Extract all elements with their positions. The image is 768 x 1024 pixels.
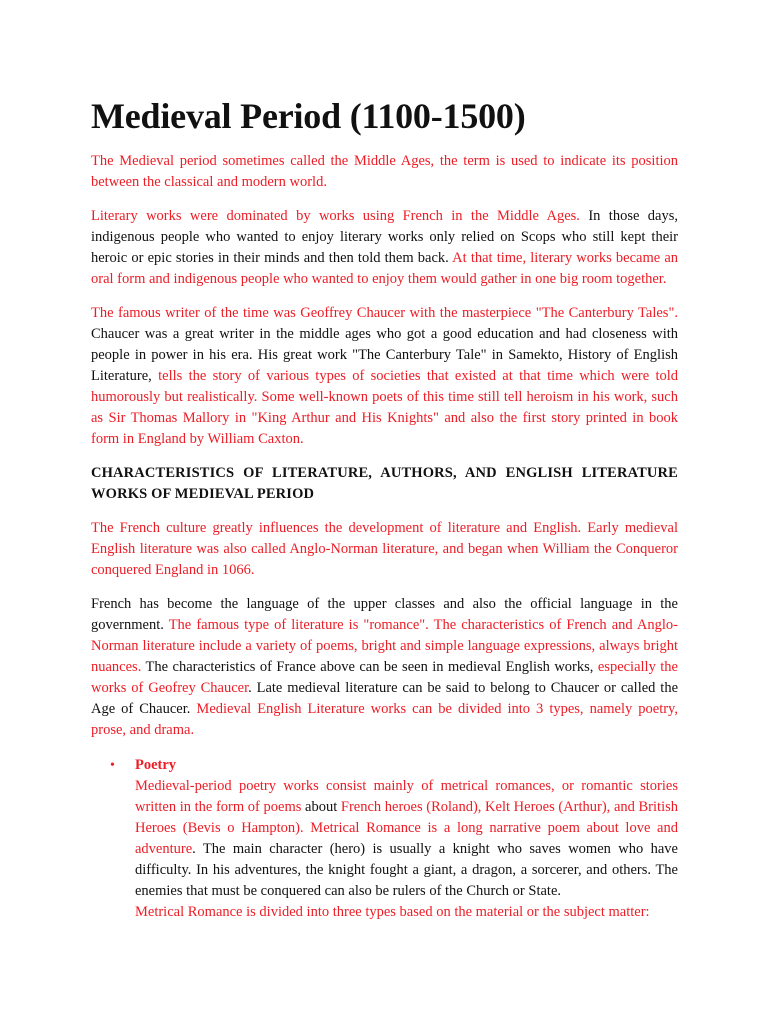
p5-sentence-1: French has become the language of the upper classes and also the official language in the government. xyxy=(91,596,678,633)
bullet-icon: • xyxy=(110,758,115,773)
poetry-sentence-4: . The main character (hero) is usually a knight who saves women who have difficulty. In his adventures, the knight fought a giant, a dragon, a sorcerer, and others. The enemies that must be conquered can also be rulers of the Church or State. xyxy=(135,841,678,899)
p3-sentence-1: The famous writer of the time was Geoffrey Chaucer with the masterpiece "The Canterbury Tales". xyxy=(91,305,678,321)
poetry-sentence-3: French heroes (Roland), Kelt Heroes (Arthur), and British Heroes (Bevis o Hampton). Metrical Romance is a long narrative poem about love and adventure xyxy=(135,799,678,857)
p5-sentence-4: especially the works of Geofrey Chaucer xyxy=(91,659,678,696)
poetry-title: Poetry xyxy=(135,757,177,773)
document-body xyxy=(91,151,678,923)
poetry-description xyxy=(135,776,678,902)
p3-sentence-3: tells the story of various types of societies that existed at that time which were told humorously but realistically. Some well-known poets of this time still tell heroism in his work, such as Sir Thomas Mallory in "King Arthur and His Knights" and also the first story printed in book form in England by William Caxton. xyxy=(91,368,678,447)
p5-sentence-5: . Late medieval literature can be said to belong to Chaucer or called the Age of Chaucer. xyxy=(91,680,678,717)
literary-works-paragraph xyxy=(91,206,678,290)
chaucer-paragraph xyxy=(91,303,678,450)
p5-sentence-6: Medieval English Literature works can be divided into 3 types, namely poetry, prose, and drama. xyxy=(91,701,678,738)
p5-sentence-2: The famous type of literature is "romance". The characteristics of French and Anglo-Norman literature include a variety of poems, bright and simple language expressions, always bright nuances. xyxy=(91,617,678,675)
p5-sentence-3: The characteristics of France above can be seen in medieval English works, xyxy=(141,659,598,675)
poetry-subtypes-line: Metrical Romance is divided into three types based on the material or the subject matter: xyxy=(135,904,650,920)
literature-types-list xyxy=(91,755,678,923)
p2-sentence-1: Literary works were dominated by works using French in the Middle Ages. xyxy=(91,208,580,224)
page-title: Medieval Period (1100-1500) xyxy=(91,96,526,136)
p2-sentence-3: At that time, literary works became an oral form and indigenous people who wanted to enjoy them would gather in one big room together. xyxy=(91,250,679,287)
language-paragraph xyxy=(91,594,678,741)
poetry-sentence-1: Medieval-period poetry works consist mainly of metrical romances, or romantic stories written in the form of poems xyxy=(135,778,678,815)
list-item-poetry xyxy=(91,755,678,923)
section-heading: CHARACTERISTICS OF LITERATURE, AUTHORS, AND ENGLISH LITERATURE WORKS OF MEDIEVAL PERIOD xyxy=(91,465,678,502)
p3-sentence-2: Chaucer was a great writer in the middle ages who got a good education and had closeness with people in power in his era. His great work "The Canterbury Tale" in Samekto, History of English Literature, xyxy=(91,326,678,384)
poetry-sentence-2: about xyxy=(301,799,341,815)
french-culture-paragraph: The French culture greatly influences the development of literature and English. Early medieval English literature was also called Anglo-Norman literature, and began when William the Conqueror conquered England in 1066. xyxy=(91,520,678,578)
intro-paragraph: The Medieval period sometimes called the Middle Ages, the term is used to indicate its position between the classical and modern world. xyxy=(91,153,678,190)
p2-sentence-2: In those days, indigenous people who wanted to enjoy literary works only relied on Scops who still kept their heroic or epic stories in their minds and then told them back. xyxy=(91,208,678,266)
